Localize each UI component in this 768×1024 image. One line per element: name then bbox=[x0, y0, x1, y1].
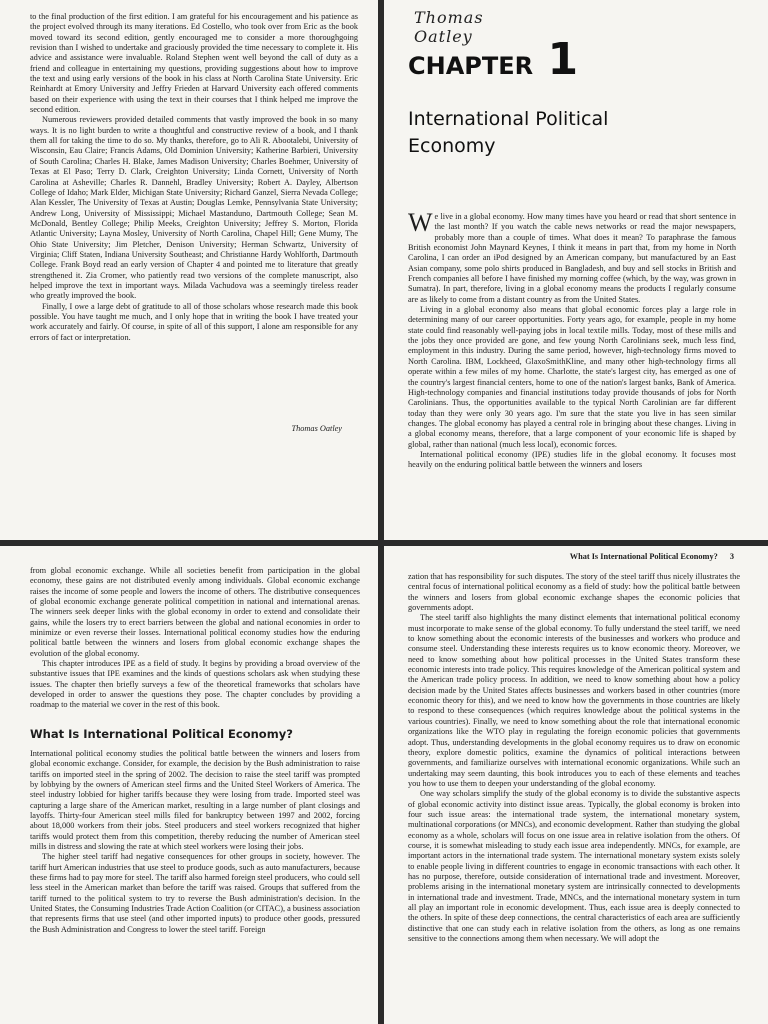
page-2 bbox=[0, 546, 378, 1024]
ack-paragraph-3: Finally, I owe a large debt of gratitude to all of those scholars whose research made this book possible. You have taught me much, and I only hope that in writing the book I have treated your work accurately and fairly. Of course, in spite of all of this support, I alone am responsible for any errors of fact or interpretation. bbox=[30, 301, 358, 342]
page2-paragraph-2: This chapter introduces IPE as a field of study. It begins by providing a broad overview of the substantive issues that IPE examines and the kinds of questions scholars ask when studying these issues. The chapter then briefly surveys a few of the theoretical frameworks that scholars have developed in order to answer the questions they pose. The chapter concludes by providing a roadmap to the material we cover in the rest of this book. bbox=[30, 659, 360, 710]
page-number: 3 bbox=[729, 552, 734, 561]
chapter-label bbox=[408, 34, 578, 85]
page3-paragraph-3: One way scholars simplify the study of the global economy is to divide the substantive aspects of global economic activity into distinct issue areas. Typically, the global economy is broken into four such issue areas: the international trade system, the international monetary system, multinational corporations (or MNCs), and economic development. Rather than studying the global economy as a whole, scholars will focus on one issue area in relative isolation from the others. Of course, it is somewhat misleading to study each issue area independently. MNCs, for example, are important actors in the international trade system. The international monetary system exists solely to enable people living in different countries to engage in economic transactions with each other. It has no purpose, therefore, outside consideration of international trade and investment. Moreover, problems arising in the international monetary system are intrinsically connected to developments in international trade and investment. Trade, MNCs, and the international monetary system in turn all play an important role in economic development. Thus, each issue area is deeply connected to the others. In spite of these deep connections, the central characteristics of each area are sufficiently distinctive that one can study each in relative isolation from the others, as long as one remains sensitive to the connections among them when necessary. We will adopt the bbox=[408, 789, 740, 944]
page2-paragraph-3: International political economy studies the political battle between the winners and losers from global economic exchange. Consider, for example, the decision by the Bush administration to raise tariffs on imported steel in the spring of 2002. The decision to raise the steel tariff was prompted by lobbying by the owners of American steel firms and the United Steel Workers of America. The steel industry lobbied for higher tariffs because they were losing from trade. Imported steel was capturing a large share of the American market, resulting in a large number of plant closings and layoffs. Thirty-four American steel mills filed for bankruptcy between 1997 and 2002, forcing about 18,000 workers from their jobs. Steel producers and steel workers recognized that higher tariffs would protect them from this competition, thereby reducing the number of American steel mills in distress and slowing the rate at which steel workers were losing their jobs. bbox=[30, 748, 360, 851]
chapter-paragraph-3: International political economy (IPE) studies life in the global economy. It focuses most heavily on the enduring political battle between the winners and losers bbox=[408, 449, 736, 470]
page-3 bbox=[384, 546, 768, 1024]
author-signature: Thomas Oatley bbox=[291, 424, 342, 433]
chapter-paragraph-1-text: e live in a global economy. How many times have you heard or read that short sentence in the last month? If you watch the cable news networks or read the major newspapers, probably more than a couple of times. What does it mean? To paraphrase the famous British economist John Maynard Keynes, I think it means in part that, from my home in North Carolina, I can order an iPod designed by an American company, but manufactured by an East Asian company, some polo shirts produced in Bangladesh, and buy and sell stocks in British and French companies all before I have finished my morning coffee (which, by the way, was grown in Sumatra). In part, therefore, living in a global economy means the products I regularly consume are as likely to come from a distant country as from the United States. bbox=[408, 212, 736, 304]
chapter-title-line-2: Economy bbox=[408, 135, 496, 157]
handwritten-name-text: Thomas Oatley bbox=[414, 8, 484, 46]
page-acknowledgments bbox=[0, 0, 378, 540]
ack-paragraph-1: to the final production of the first edition. I am grateful for his encouragement and his patience as the project evolved through its many iterations. Ed Costello, who took over from Eric as the book moved toward its second edition, gently encouraged me to consider a more thoroughgoing revision than I wished to undertake and graciously provided the time necessary to complete it. His advice and assistance were invaluable. Roland Stephen went well beyond the call of duty as a friend and colleague in entertaining my questions, providing suggestions about how to improve the text and using early versions of the book in his class at North Carolina State University. Eric Reinhardt at Emory University and Jeffry Frieden at Harvard University each offered comments based on their experience with using the text in their courses that I think helped me improve the second edition. bbox=[30, 12, 358, 115]
page2-paragraph-4: The higher steel tariff had negative consequences for other groups in society, however. The tariff hurt American industries that use steel to produce goods, such as auto manufacturers, because these firms had to pay more for steel. The tariff also harmed foreign steel producers, who could sell less steel in the American market than before the tariff was raised. Groups that suffered from the tariff turned to the political system to try to reverse the Bush administration's decision. In the United States, the Consuming Industries Trade Action Coalition (or CITAC), a business association that represents firms that use steel (and other imported inputs) to produce other goods, pressured the Bush Administration and Congress to lower the steel tariff. Foreign bbox=[30, 852, 360, 934]
running-head-title: What Is International Political Economy? bbox=[569, 552, 718, 561]
ack-paragraph-2: Numerous reviewers provided detailed comments that vastly improved the book in so many ways. It is no light burden to write a thoughtful and constructive review of a book, and I thank them all for taking the time to do so. My thanks, therefore, go to Ali R. Abootalebi, University of Wisconsin, Eau Claire; Francis Adams, Old Dominion University; Katherine Barbieri, University of South Carolina; Charles H. Blake, James Madison University; Charles Boehmer, University of Texas at El Paso; Terry D. Clark, Creighton University; Linda Cornett, University of North Carolina at Asheville; Charles R. Dannehl, Bradley University; Robert A. Dayley, Albertson College of Idaho; Mark Elder, Michigan State University; Richard Ganzel, Sierra Nevada College; Alan Kessler, The University of Texas at Austin; Douglas Lemke, Pennsylvania State University; Andrew Long, University of Mississippi; Michael Mastanduno, Dartmouth College; Sean M. McDonald, Bentley College; Philip Meeks, Creighton University; Jeffrey S. Morton, Florida Atlantic University; Layna Mosley, University of North Carolina, Chapel Hill; Gene Mumy, The Ohio State University; Jim Pletcher, Denison University; Herman Schwartz, University of Virginia; Cliff Staten, Indiana University Southeast; and Christianne Hardy Wohlforth, Dartmouth College. Frank Boyd read an early version of Chapter 4 and pointed me to literature that greatly strengthened it. Zia Cromer, who patiently read two versions of the complete manuscript, also helped improve the text in important ways. Milada Vachudova was a seemingly tireless reader who greatly improved the book. bbox=[30, 115, 358, 301]
chapter-paragraph-2: Living in a global economy also means that global economic forces play a large role in determining many of our career opportunities. Forty years ago, for example, people in my home state could find reasonably well-paying jobs in local textile mills. Today, most of these mills and the jobs they once provided are gone, and few young North Carolinians seek, much less find, employment in this industry. During the same period, however, high-technology firms moved to North Carolina. IBM, Lockheed, GlaxoSmithKline, and many other high-technology firms all operate within a few miles of my home. Charlotte, the state's largest city, has emerged as one of the country's largest financial centers, home to one of the nation's largest banks, Bank of America. High-technology companies and financial institutions today provide thousands of jobs for North Carolinians. Thus, the opportunities available to the typical North Carolinian are far different today than they were only 30 years ago. I'm sure that the state you live in has seen similar changes. The global economy has played a central role in bringing about these changes. Living in a global economy means, therefore, that a large component of your economic life is shaped by global, rather than national (much less local), economic forces. bbox=[408, 305, 736, 449]
chapter-word: CHAPTER bbox=[408, 52, 534, 80]
section-heading: What Is International Political Economy? bbox=[30, 726, 293, 741]
page3-paragraph-2: The steel tariff also highlights the many distinct elements that international political economy must incorporate to make sense of the global economy. To fully understand the steel tariff, we need to know something about the economic interests of the businesses and workers who produce and consume steel. Understanding these interests requires us to know economic theory. Moreover, we need to know something about how political processes in the United States transform these economic interests into trade policy. This requires knowledge of the American political system and the American trade policy process. In addition, we need to know something about how a policy decision made by the United States affects businesses and workers based in other countries (more economic theory for this), and we need to know how the governments in those countries are likely to respond to these consequences (which requires knowledge about the political systems in the various countries). Finally, we need to know something about the role that international economic organizations like the WTO play in regulating the foreign economic policies that governments adopt. Thus, understanding developments in the global economy requires us to draw on economic theory, explore domestic politics, examine the dynamics of political interactions between governments, and familiarize ourselves with international economic organizations. While such an undertaking may seem daunting, this book introduces you to each of these elements and teaches you how to use them to deepen your understanding of the global economy. bbox=[408, 613, 740, 788]
chapter-number: 1 bbox=[547, 34, 579, 85]
chapter-title-line-1: International Political bbox=[408, 108, 609, 130]
drop-cap: W bbox=[408, 208, 433, 237]
running-head bbox=[570, 552, 734, 561]
chapter-title bbox=[408, 106, 608, 160]
page2-paragraph-1: from global economic exchange. While all societies benefit from participation in the global economy, these gains are not distributed evenly among individuals. Global economic exchange raises the income of some people and lowers the income of others. The distributive consequences of global economic exchange generate political competition in national and international arenas. The winners seek deeper links with the global economy in order to extend and consolidate their gains, while the losers try to erect barriers between the global and national economies in order to minimize or even reverse their losses. International political economy studies how the enduring political battle between the winners and losers from global economic exchange shapes the evolution of the global economy. bbox=[30, 566, 360, 658]
chapter-paragraph-1 bbox=[408, 208, 736, 305]
page-chapter-opener bbox=[384, 0, 768, 540]
page3-paragraph-1: zation that has responsibility for such disputes. The story of the steel tariff thus nicely illustrates the central focus of international political economy as a field of study: how the political battle between the winners and losers from global economic exchange shapes the economic policies that governments adopt. bbox=[408, 572, 740, 613]
